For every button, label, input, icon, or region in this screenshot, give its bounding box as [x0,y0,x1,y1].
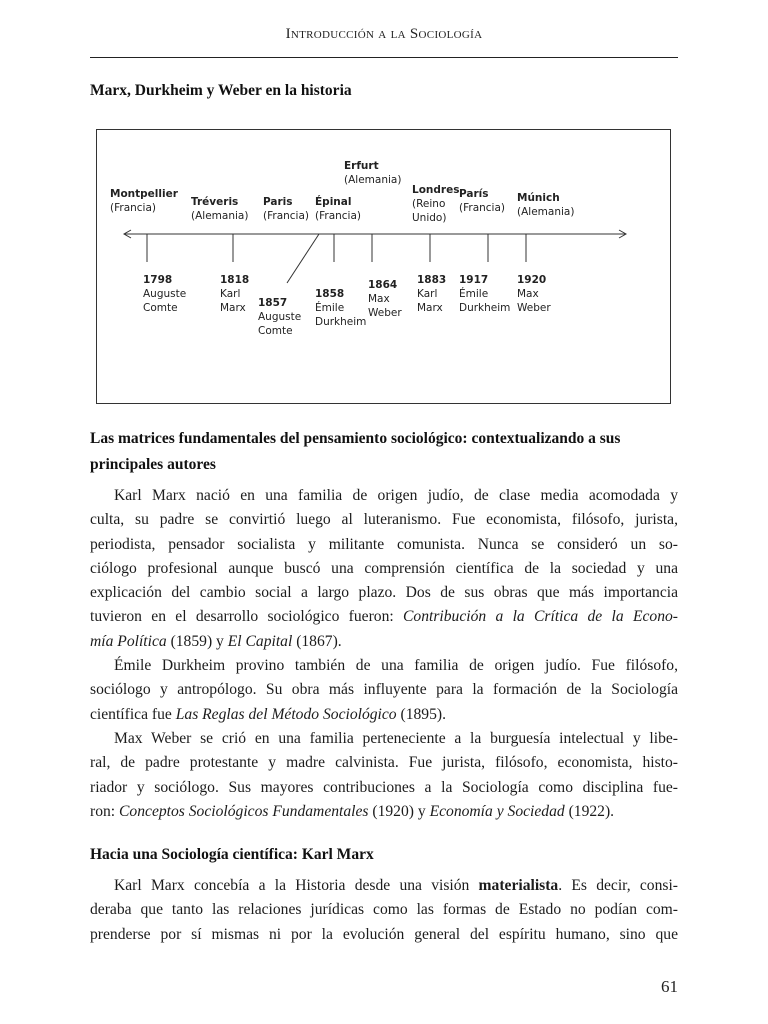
paragraph-weber [90,727,678,824]
event-person: Karl [220,288,241,300]
event-person: Weber [368,307,402,319]
place-label: Tréveris [191,196,239,208]
header-rule [90,57,678,58]
place-country: (Alemania) [344,174,402,186]
place-country: (Alemania) [191,210,249,222]
figure-heading: Marx, Durkheim y Weber en la historia [90,82,352,99]
place-country: (Francia) [315,210,361,222]
place-label: Londres [412,184,460,196]
event-year: 1920 [517,274,547,286]
text-line: ron: Conceptos Sociológicos Fundamentales (1920) y Economía y Sociedad (1922). [90,802,615,820]
text-line: explicación del cambio social a largo plazo. Dos de sus obras que más importancia [90,584,678,602]
event-person: Karl [417,288,438,300]
event-year: 1857 [258,297,288,309]
timeline-figure [96,129,671,404]
event-year: 1798 [143,274,173,286]
running-head: Introducción a la Sociología [285,26,483,42]
event-person: Marx [220,302,246,314]
place-country: (Francia) [459,202,505,214]
text-line: sociólogo y antropólogo. Su obra más influyente para la formación de la Sociología [90,681,678,699]
event-person: Émile [459,288,489,300]
event-person: Marx [417,302,443,314]
text-line: ciólogo profesional aunque buscó una comprensión científica de la sociedad y una [90,559,678,577]
event-person: Comte [143,302,178,314]
event-year: 1917 [459,274,489,286]
section-heading-marx: Hacia una Sociología científica: Karl Marx [90,846,374,863]
place-country: (Reino [412,198,446,210]
section-heading-matrices: Las matrices fundamentales del pensamiento sociológico: contextualizando a sus principales autores [90,430,621,473]
place-country: Unido) [412,212,447,224]
paragraph-marx-materialism [90,874,678,947]
event-person: Durkheim [315,316,367,328]
place-label: Paris [263,196,293,208]
text-line: ral, de padre protestante y madre calvinista. Fue jurista, filósofo, economista, histo- [90,754,678,772]
text-line: mía Política (1859) y El Capital (1867). [90,632,342,650]
page-number: 61 [661,977,678,996]
event-person: Max [368,293,390,305]
place-label: París [459,188,489,200]
text-line: periodista, pensador socialista y militante comunista. Nunca se consideró un so- [90,535,678,553]
event-year: 1858 [315,288,345,300]
text-line: culta, su padre se convirtió luego al luteranismo. Fue economista, filósofo, jurista, [90,511,678,529]
text-line: Max Weber se crió en una familia perteneciente a la burguesía intelectual y libe- [114,730,678,747]
text-line: Karl Marx concebía a la Historia desde una visión materialista. Es decir, consi- [114,877,678,894]
place-label: Múnich [517,192,560,204]
event-person: Auguste [258,311,302,323]
place-country: (Francia) [263,210,309,222]
place-label: Montpellier [110,188,178,200]
paragraph-durkheim [90,654,678,727]
paragraph-marx [90,484,678,654]
text-line: Karl Marx nació en una familia de origen judío, de clase media acomodada y [114,487,678,504]
event-person: Auguste [143,288,187,300]
event-person: Weber [517,302,551,314]
text-line: tuvieron en el desarrollo sociológico fueron: Contribución a la Crítica de la Econo- [90,608,678,626]
text-line: prenderse por sí mismas ni por la evolución general del espíritu humano, sino que [90,925,678,943]
place-label: Erfurt [344,160,379,172]
timeline-tick-diagonal [287,234,319,283]
text-line: deraba que tanto las relaciones jurídicas como las formas de Estado no podían com- [90,901,678,919]
text-line: científica fue Las Reglas del Método Sociológico (1895). [90,705,446,723]
event-person: Durkheim [459,302,511,314]
text-line: riador y sociólogo. Sus mayores contribuciones a la Sociología como disciplina fue- [90,778,678,796]
text-line: Émile Durkheim provino también de una familia de origen judío. Fue filósofo, [114,657,678,674]
event-year: 1818 [220,274,250,286]
event-year: 1864 [368,279,398,291]
timeline-svg [97,130,672,405]
event-year: 1883 [417,274,447,286]
event-person: Émile [315,302,345,314]
event-person: Max [517,288,539,300]
place-country: (Alemania) [517,206,575,218]
event-person: Comte [258,325,293,337]
place-label: Épinal [315,196,352,208]
place-country: (Francia) [110,202,156,214]
